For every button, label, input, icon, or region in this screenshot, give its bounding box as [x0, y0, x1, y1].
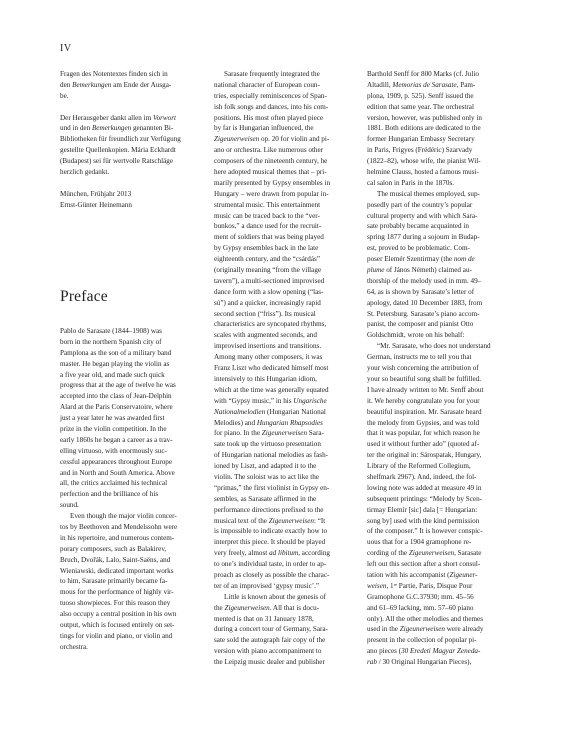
text-line: marily presented by Gypsy ensembles in	[214, 178, 331, 187]
text-line: performance directions prefixed to the	[214, 505, 324, 514]
text-line: for piano. In the Zigeunerweisen Sara-	[214, 429, 324, 438]
text-line: tries, especially reminiscences of Span-	[214, 91, 327, 100]
text-line: sound.	[60, 501, 79, 510]
text-line: improvised insertions and transitions.	[214, 342, 322, 351]
text-line: it. We hereby congratulate you for your	[367, 396, 480, 405]
preface-column-2	[214, 69, 348, 668]
preface-column-3	[367, 69, 507, 668]
text-line: the melody from Gypsies, and was told	[367, 418, 480, 427]
text-line: orchestra.	[60, 642, 88, 651]
text-line: The musical themes employed, sup-	[377, 189, 480, 198]
text-line: den Bemerkungen am Ende der Ausga-	[60, 80, 172, 89]
text-line: Hungary – were drawn from popular in-	[214, 189, 329, 198]
text-line: tavern”), a multi-sectioned improvised	[214, 276, 325, 285]
text-line: used it without further ado” (quoted af-	[367, 440, 480, 449]
page-number: IV	[60, 43, 72, 54]
text-line: ter the original in: Sárospatak, Hungary,	[367, 451, 482, 460]
text-line: the Leipzig music dealer and publisher	[214, 658, 325, 667]
text-line: Barthold Senff for 800 Marks (cf. Julio	[367, 70, 479, 78]
text-line: tirmay Elemír [sic] dala [= Hungarian:	[367, 505, 478, 514]
text-line: panist, the composer and pianist Otto	[367, 320, 474, 329]
text-line: spring 1877 during a sojourn in Budap-	[367, 233, 480, 242]
text-line: ter of an improvised ‘gypsy music’.”	[214, 581, 320, 590]
text-line: cording of the Zigeunerweisen, Sarasate	[367, 549, 482, 558]
text-line: German, instructs me to tell you that	[367, 353, 472, 362]
text-line: dance form with a slow opening (“las-	[214, 287, 324, 296]
text-line: rab / 30 Original Hungarian Pieces),	[367, 658, 472, 667]
text-line: cal salon in Paris in the 1870s.	[367, 178, 455, 187]
text-line: Altadill, Memorias de Sarasate, Pam-	[367, 80, 476, 89]
text-line: Bibliotheken für freundlich zur Verfügung	[60, 135, 181, 144]
text-line: Zigeunerweisen op. 20 for violin and pi-	[214, 135, 330, 144]
text-line: by Gypsy ensembles back in the late	[214, 244, 319, 253]
text-line: tings for violin and piano, or violin and	[60, 631, 173, 640]
text-line: Among many other composers, it was	[214, 353, 323, 362]
text-line: Gramophone G.C.37930; mm. 45–56	[367, 592, 474, 601]
text-line: intensively to this Hungarian idiom,	[214, 374, 317, 383]
text-line: herzlich gedankt.	[60, 168, 110, 177]
section-heading-preface: Preface	[60, 288, 108, 305]
text-line: version, however, was published only in	[367, 113, 482, 122]
text-line: eighteenth century, and the “csárdás”	[214, 255, 321, 264]
text-line: violin. The soloist was to act like the	[214, 472, 319, 481]
text-line: output, which is focused entirely on set-	[60, 621, 175, 630]
text-line: sate took up the virtuoso presentation	[214, 440, 321, 449]
text-line: Library of the Reformed Collegium,	[367, 462, 471, 471]
text-line: sembles, as Sarasate affirmed in the	[214, 494, 317, 503]
text-line: version with piano accompaniment to	[214, 647, 322, 656]
text-line: apology, dated 10 December 1883, from	[367, 298, 483, 307]
text-line: gestellte Quellenkopien. Mária Eckhardt	[60, 146, 176, 155]
text-line: plona, 1909, p. 525). Senff issued the	[367, 91, 474, 100]
text-line: Goldschmidt, wrote on his behalf:	[367, 331, 465, 340]
text-line: very freely, almost ad libitum, according	[214, 549, 330, 558]
text-line: 1881. Both editions are dedicated to the	[367, 124, 481, 133]
text-line: cultural property and with which Sara-	[367, 211, 478, 220]
text-line: song by] used with the kind permission	[367, 516, 480, 525]
text-line: here adopted musical themes that – pri-	[214, 168, 327, 177]
text-line: master. He began playing the violin as	[60, 359, 170, 368]
text-line: is impossible to indicate exactly how to	[214, 527, 328, 536]
text-line: und in den Bemerkungen genannten Bi-	[60, 124, 174, 133]
text-line: perfection and the brilliance of his	[60, 490, 159, 499]
text-line: your so beautiful song shall be fulfilled.	[367, 374, 482, 383]
text-line: your wish concerning the attribution of	[367, 364, 479, 373]
text-line: bunkos,” a dance used for the recruit-	[214, 222, 322, 231]
text-line: a five year old, and made such quick	[60, 370, 165, 379]
text-line: left out this section after a short consul-	[367, 560, 481, 569]
text-line: subsequent printings: “Melody by Scen-	[367, 494, 483, 503]
text-line: edition that same year. The orchestral	[367, 102, 474, 111]
text-line: I have already written to Mr. Senff about	[367, 385, 484, 394]
text-line: second section (“friss”). Its musical	[214, 309, 316, 318]
text-line: born in the northern Spanish city of	[60, 337, 162, 346]
text-line: of the composer.” It is however conspic-	[367, 527, 483, 536]
text-line: musical text of the Zigeunerweisen: “It	[214, 516, 326, 525]
text-line: (originally meaning “from the village	[214, 266, 322, 275]
text-line: poser Elemér Szentirmay (the nom de	[367, 255, 475, 264]
preface-column-1	[60, 326, 196, 653]
text-line: thorship of the melody used in mm. 49–	[367, 276, 482, 285]
text-line: that it was popular, for which reason he	[367, 429, 480, 438]
text-line: former Hungarian Embassy Secretary	[367, 135, 475, 144]
text-line: Franz Liszt who dedicated himself most	[214, 364, 329, 373]
text-line: weisen, 1ʳᵉ Partie, Paris, Disque Pour	[367, 581, 473, 590]
text-line: ano or orchestra. Like numerous other	[214, 146, 324, 155]
text-line: Even though the major violin concer-	[70, 512, 177, 521]
text-line: St. Petersburg. Sarasate’s piano accom-	[367, 309, 480, 318]
text-line: all, the critics acclaimed his technical	[60, 479, 168, 488]
text-line: accepted into the class of Jean-Delphin	[60, 392, 172, 401]
text-line: to him, Sarasate primarily became fa-	[60, 577, 168, 586]
text-line: strumental music. This entertainment	[214, 200, 321, 209]
text-line: sate probably became acquainted in	[367, 222, 469, 231]
text-line: tuoso showpieces. For this reason they	[60, 599, 171, 608]
text-line: only). All the other melodies and themes	[367, 614, 484, 623]
text-line: elling virtuoso, with enormously suc-	[60, 446, 167, 455]
text-line: scales with augmented seconds, and	[214, 331, 317, 340]
text-line: shelfmark 2967). And, indeed, the fol-	[367, 472, 477, 481]
text-line: national character of European coun-	[214, 80, 320, 89]
text-line: proach as closely as possible the charac-	[214, 570, 330, 579]
text-line: interpret this piece. It should be played	[214, 538, 326, 547]
text-line: Der Herausgeber dankt allen im Vorwort	[60, 113, 177, 122]
text-line: to one’s individual taste, in order to ap-	[214, 560, 327, 569]
text-line: be.	[60, 91, 69, 100]
text-line: Melodies) and Hungarian Rhapsodies	[214, 418, 323, 427]
text-line: lowing note was added at measure 49 in	[367, 483, 482, 492]
text-line: Bruch, Dvořák, Lalo, Saint-Saëns, and	[60, 555, 171, 564]
text-line: composers of the nineteenth century, he	[214, 157, 328, 166]
text-line: of Hungarian national melodies as fash-	[214, 451, 329, 460]
date-line: München, Frühjahr 2013	[60, 189, 132, 198]
text-line: the Zigeunerweisen. All that is docu-	[214, 603, 320, 612]
text-line: “primas,” the first violinist in Gypsy en-	[214, 483, 330, 492]
text-line: just a year later he was awarded first	[60, 414, 165, 423]
text-line: used in the Zigeunerweisen were already	[367, 625, 484, 634]
text-line: prize in the violin competition. In the	[60, 425, 167, 434]
text-line: plume of János Németh) claimed au-	[367, 266, 472, 275]
text-line: ioned by Liszt, and adapted it to the	[214, 462, 317, 471]
text-line: posedly part of the country’s popular	[367, 200, 473, 209]
text-line: mous for the performance of highly vir-	[60, 588, 174, 597]
german-afterword-column	[60, 69, 196, 211]
text-line: ish folk songs and dances, into his com-	[214, 102, 329, 111]
author-signature: Ernst-Günter Heinemann	[60, 200, 132, 209]
text-line: porary composers, such as Balakirev,	[60, 544, 167, 553]
text-line: characteristics are syncopated rhythms,	[214, 320, 327, 329]
text-line: Little is known about the genesis of	[224, 592, 326, 601]
text-line: (Budapest) sei für wertvolle Ratschläge	[60, 157, 174, 166]
text-line: progress that at the age of twelve he was	[60, 381, 176, 390]
text-line: early 1860s he began a career as a trav-	[60, 435, 173, 444]
text-line: positions. His most often played piece	[214, 113, 324, 122]
text-line: cessful appearances throughout Europe	[60, 457, 173, 466]
text-line: tos by Beethoven and Mendelssohn were	[60, 523, 178, 532]
text-line: sú”) and a quicker, increasingly rapid	[214, 298, 321, 307]
text-line: Wieniawski, dedicated important works	[60, 566, 174, 575]
text-line: tation with his accompanist (Zigeuner-	[367, 570, 478, 579]
text-line: in his repertoire, and numerous contem-	[60, 533, 175, 542]
text-line: during a concert tour of Germany, Sara-	[214, 625, 328, 634]
text-line: and 61–69 lacking, mm. 57–60 piano	[367, 603, 474, 612]
text-line: sate sold the autograph fair copy of the	[214, 636, 326, 645]
text-line: mented is that on 31 January 1878,	[214, 614, 314, 623]
text-line: est, proved to be problematic. Com-	[367, 244, 470, 253]
text-line: (1822–82), whose wife, the pianist Wil-	[367, 157, 481, 166]
text-line: uous that for a 1904 gramophone re-	[367, 538, 472, 547]
text-line: in Paris, Frigyes (Frédéric) Szarvady	[367, 146, 473, 155]
text-line: music can be traced back to the “ver-	[214, 211, 320, 220]
text-line: Nationalmelodien (Hungarian National	[214, 407, 326, 416]
text-line: also occupy a central position in his own	[60, 610, 177, 619]
text-line: with “Gypsy music,” in his Ungarische	[214, 396, 327, 405]
text-line: helmine Clauss, hosted a famous musi-	[367, 168, 479, 177]
text-line: beautiful inspiration. Mr. Sarasate heard	[367, 407, 482, 416]
text-line: 64, as is shown by Sarasate’s letter of	[367, 287, 475, 296]
text-line: ment of soldiers that was being played	[214, 233, 324, 242]
text-line: present in the collection of popular pi-	[367, 636, 477, 645]
text-line: Alard at the Paris Conservatoire, where	[60, 403, 173, 412]
text-line: ano pieces (30 Eredeti Magyar Zeneda-	[367, 647, 481, 656]
text-line: and in North and South America. Above	[60, 468, 175, 477]
text-line: Sarasate frequently integrated the	[224, 70, 320, 78]
text-line: by far is Hungarian influenced, the	[214, 124, 314, 133]
text-line: Pablo de Sarasate (1844–1908) was	[60, 327, 162, 335]
text-line: which at the time was generally equated	[214, 385, 329, 394]
text-line: Fragen des Notentextes finden sich in	[60, 70, 168, 78]
text-line: Pamplona as the son of a military band	[60, 348, 172, 357]
text-line: “Mr. Sarasate, who does not understand	[377, 342, 491, 351]
